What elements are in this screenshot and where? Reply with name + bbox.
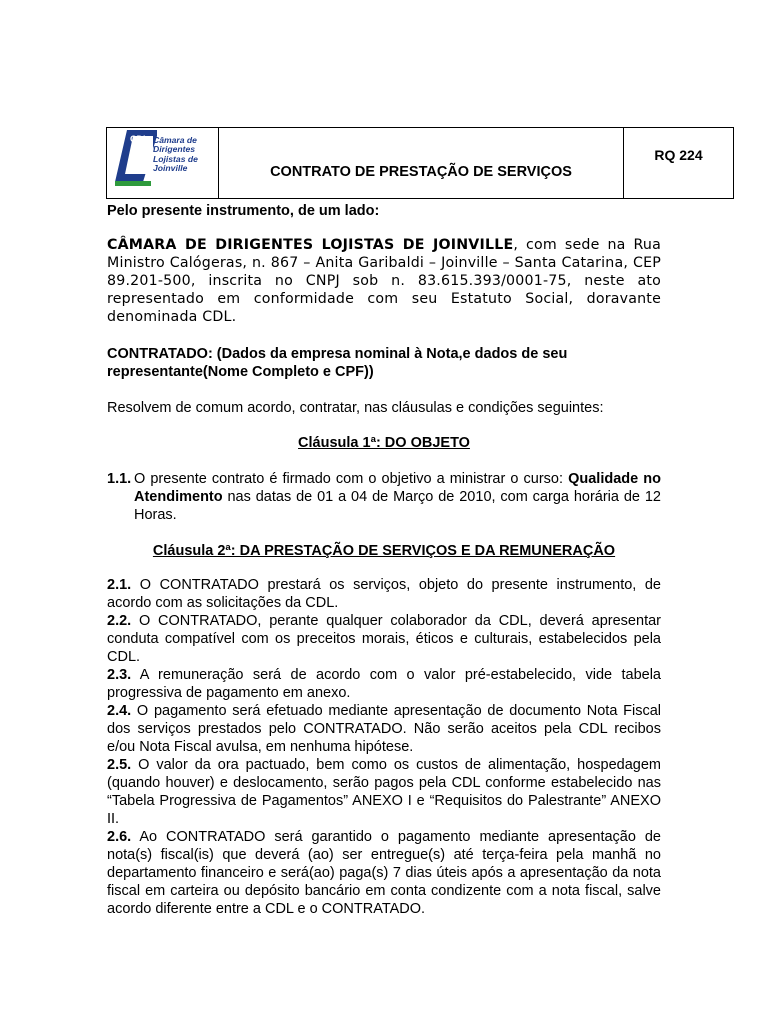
item-text: O valor da ora pactuado, bem como os custos de alimentação, hospedagem (quando houver) e deslocamento, serão pagos pela CDL conforme estabelecido nas “Tabela Progressiva de Pagamentos” ANEXO I e “Requisitos do Palestrante” ANEXO II. bbox=[107, 757, 661, 827]
cdl-logo bbox=[113, 130, 157, 188]
list-item bbox=[107, 612, 661, 666]
document-code: RQ 224 bbox=[654, 147, 703, 163]
item-number: 2.2. bbox=[107, 613, 132, 629]
clausula2-heading: Cláusula 2ª: DA PRESTAÇÃO DE SERVIÇOS E DA REMUNERAÇÃO bbox=[152, 543, 616, 559]
item-text-part: nas datas de 01 a 04 de Março de 2010, com carga horária de 12 Horas. bbox=[134, 489, 661, 523]
party-details: , com sede na Rua Ministro Calógeras, n. 867 – Anita Garibaldi – Joinville – Santa Catarina, CEP 89.201-500, inscrita no CNPJ sob n. 83.615.393/0001-75, neste ato representado em conformidade com seu Estatuto Social, doravante denominada CDL. bbox=[107, 237, 661, 325]
logo-line: Dirigentes bbox=[153, 144, 196, 155]
logo-line: Lojistas de bbox=[153, 153, 198, 164]
list-item bbox=[107, 756, 661, 828]
contratado-text: CONTRATADO: (Dados da empresa nominal à Nota,e dados de seu representante(Nome Completo e CPF)) bbox=[107, 346, 568, 380]
item-number: 2.5. bbox=[107, 757, 132, 773]
course-name: Qualidade no Atendimento bbox=[134, 471, 662, 505]
item-number: 1.1. bbox=[107, 471, 132, 487]
item-number: 2.4. bbox=[107, 703, 132, 719]
clausula1-item bbox=[107, 470, 661, 524]
clausula2-items bbox=[107, 576, 661, 918]
party-block bbox=[107, 236, 661, 326]
logo-text bbox=[153, 136, 198, 174]
item-text-part: O presente contrato é firmado com o objetivo a ministrar o curso: bbox=[134, 471, 569, 487]
resolvem-text: Resolvem de comum acordo, contratar, nas cláusulas e condições seguintes: bbox=[107, 400, 604, 416]
clausula1-heading: Cláusula 1ª: DO OBJETO bbox=[298, 435, 470, 451]
contratado-block bbox=[107, 345, 661, 381]
list-item bbox=[107, 828, 661, 918]
item-number: 2.3. bbox=[107, 667, 132, 683]
resolvem-block bbox=[107, 399, 661, 417]
logo-cell bbox=[107, 128, 219, 198]
party-paragraph bbox=[107, 236, 661, 326]
item-text: A remuneração será de acordo com o valor pré-estabelecido, vide tabela progressiva de pagamento em anexo. bbox=[107, 667, 661, 701]
list-item bbox=[107, 470, 661, 524]
list-item bbox=[107, 702, 661, 756]
party-name: CÂMARA DE DIRIGENTES LOJISTAS DE JOINVILLE bbox=[107, 237, 514, 253]
clausula1-heading-block bbox=[107, 434, 661, 452]
list-item bbox=[107, 666, 661, 702]
item-text: Ao CONTRATADO será garantido o pagamento mediante apresentação de nota(s) fiscal(is) que deverá (ao) ser entregue(s) até terça-feira pela manhã no departamento financeiro e será(ao) paga(s) 7 dias úteis após a apresentação da nota fiscal em carteira ou depósito bancário em conta condizente com a nota fiscal, salve acordo diferente entre a CDL e o CONTRATADO. bbox=[107, 829, 661, 917]
clausula2-heading-block bbox=[107, 542, 661, 560]
intro-block bbox=[107, 202, 661, 220]
item-text: O pagamento será efetuado mediante apresentação de documento Nota Fiscal dos serviços prestados pelo CONTRATADO. Não serão aceitos pela CDL recibos e/ou Nota Fiscal avulsa, em nenhuma hipótese. bbox=[107, 703, 661, 755]
document-header bbox=[106, 127, 734, 199]
list-item bbox=[107, 576, 661, 612]
intro-text: Pelo presente instrumento, de um lado: bbox=[107, 203, 380, 219]
item-text: O CONTRATADO, perante qualquer colaborador da CDL, deverá apresentar conduta compatível com os preceitos morais, éticos e culturais, estabelecidos pela CDL. bbox=[107, 613, 661, 665]
item-number: 2.1. bbox=[107, 577, 132, 593]
item-number: 2.6. bbox=[107, 829, 132, 845]
logo-line: Joinville bbox=[153, 163, 188, 174]
item-text: O CONTRATADO prestará os serviços, objeto do presente instrumento, de acordo com as solicitações da CDL. bbox=[107, 577, 661, 611]
logo-line: Câmara de bbox=[153, 135, 197, 145]
item-text bbox=[134, 470, 661, 524]
document-title: CONTRATO DE PRESTAÇÃO DE SERVIÇOS bbox=[219, 128, 624, 198]
logo-badge-text: CDL bbox=[130, 134, 149, 144]
